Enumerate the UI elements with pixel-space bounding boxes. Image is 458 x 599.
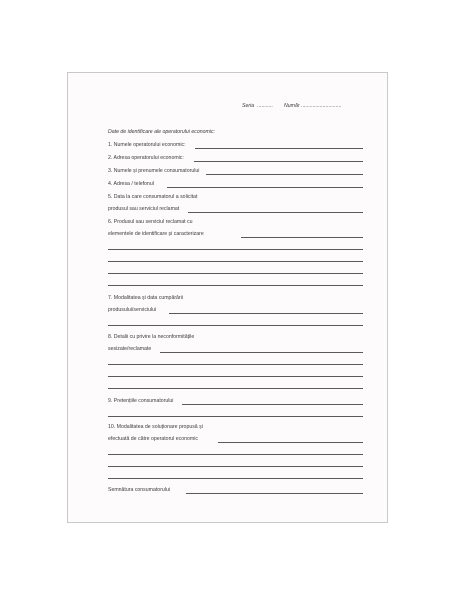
- field-9-extra-line[interactable]: [108, 416, 363, 417]
- serie-label: Seria: [242, 103, 255, 109]
- field-10-extra-line[interactable]: [108, 478, 363, 479]
- field-5-label-b: produsul sau serviciul reclamat: [108, 206, 180, 212]
- field-6-label-b: elementele de identificare și caracterizare: [108, 231, 204, 237]
- field-6-extra-line[interactable]: [108, 249, 363, 250]
- field-8-label-b: sesizate/reclamate: [108, 346, 152, 352]
- field-8-label-a: 8. Detalii cu privire la neconformitățile: [108, 334, 195, 340]
- numar-dots: ............................: [301, 103, 342, 109]
- field-10-extra-line[interactable]: [108, 454, 363, 455]
- field-10-line[interactable]: [218, 442, 363, 443]
- field-4-line[interactable]: [167, 187, 363, 188]
- field-7-extra-line[interactable]: [108, 325, 363, 326]
- section-title: Date de identificare ale operatorului economic:: [108, 129, 215, 135]
- field-2-label: 2. Adresa operatorului economic:: [108, 155, 184, 161]
- numar-label: Număr: [284, 103, 300, 109]
- field-7-line[interactable]: [169, 313, 363, 314]
- field-8-extra-line[interactable]: [108, 388, 363, 389]
- field-8-extra-line[interactable]: [108, 376, 363, 377]
- field-6-extra-line[interactable]: [108, 285, 363, 286]
- signature-line[interactable]: [186, 493, 363, 494]
- field-3-line[interactable]: [206, 174, 363, 175]
- field-10-label-a: 10. Modalitatea de soluționare propusă și: [108, 424, 203, 430]
- complaint-form-sheet: [67, 72, 388, 523]
- field-1-line[interactable]: [195, 148, 363, 149]
- field-8-line[interactable]: [160, 352, 363, 353]
- field-6-extra-line[interactable]: [108, 261, 363, 262]
- field-6-extra-line[interactable]: [108, 273, 363, 274]
- field-8-extra-line[interactable]: [108, 364, 363, 365]
- field-7-label-a: 7. Modalitatea și data cumpărării: [108, 295, 183, 301]
- field-5-label-a: 5. Data la care consumatorul a solicitat: [108, 194, 198, 200]
- field-1-label: 1. Numele operatorului economic:: [108, 142, 186, 148]
- signature-label: Semnătura consumatorului: [108, 487, 170, 493]
- serie-dots: ...........: [257, 103, 273, 109]
- field-9-line[interactable]: [182, 404, 363, 405]
- field-5-line[interactable]: [188, 212, 363, 213]
- field-4-label: 4. Adresa / telefonul: [108, 181, 154, 187]
- field-6-line[interactable]: [241, 237, 363, 238]
- field-10-label-b: efectuată de către operatorul economic: [108, 436, 198, 442]
- field-6-label-a: 6. Produsul sau serviciul reclamat cu: [108, 219, 193, 225]
- field-10-extra-line[interactable]: [108, 466, 363, 467]
- field-3-label: 3. Numele și prenumele consumatorului: [108, 168, 200, 174]
- field-9-label: 9. Pretențiile consumatorului: [108, 398, 174, 404]
- field-2-line[interactable]: [194, 161, 363, 162]
- field-7-label-b: produsului/serviciului: [108, 307, 157, 313]
